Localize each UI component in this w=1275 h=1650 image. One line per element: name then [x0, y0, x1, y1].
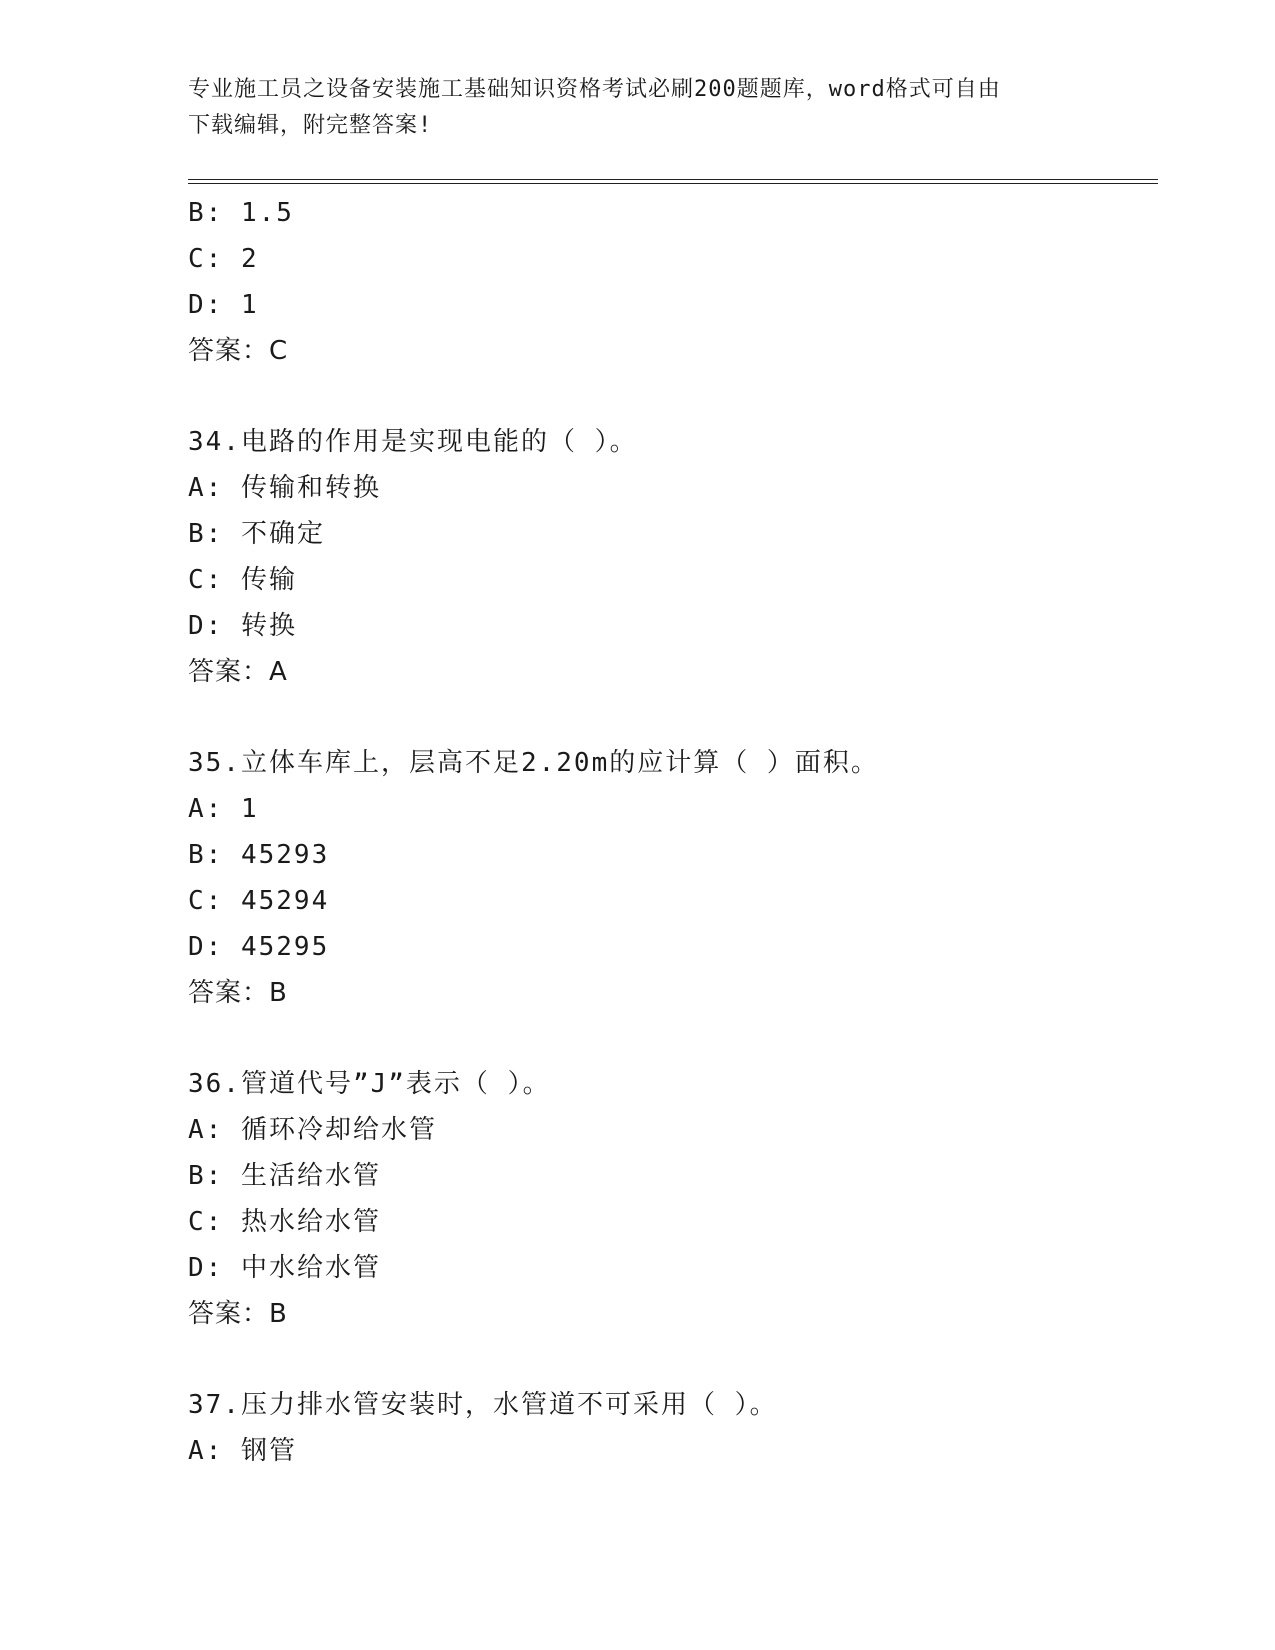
- option-d: D: 转换: [188, 611, 297, 641]
- option-c: C: 45294: [188, 886, 330, 916]
- answer-line: 答案：B: [188, 1299, 288, 1329]
- option-a: A: 1: [188, 794, 259, 824]
- answer-line: 答案：B: [188, 978, 288, 1008]
- question-list: [188, 190, 1168, 1474]
- option-b: B: 45293: [188, 840, 330, 870]
- option-a: A: 传输和转换: [188, 473, 381, 503]
- option-d: D: 1: [188, 290, 259, 320]
- question-stem: 35.立体车库上，层高不足2.20m的应计算（ ）面积。: [188, 748, 879, 778]
- answer-line: 答案：A: [188, 657, 288, 687]
- question-block-34: [188, 419, 1168, 695]
- header-divider-top: [188, 179, 1158, 180]
- option-b: B: 生活给水管: [188, 1161, 381, 1191]
- option-d: D: 45295: [188, 932, 330, 962]
- answer-line: 答案：C: [188, 336, 289, 366]
- option-b: B: 不确定: [188, 519, 325, 549]
- question-block-35: [188, 740, 1168, 1016]
- option-c: C: 传输: [188, 565, 297, 595]
- option-c: C: 2: [188, 244, 259, 274]
- question-block-36: [188, 1061, 1168, 1337]
- question-stem: 34.电路的作用是实现电能的（ ）。: [188, 427, 638, 457]
- option-b: B: 1.5: [188, 198, 294, 228]
- question-block-33: [188, 190, 1168, 374]
- question-stem: 37.压力排水管安装时，水管道不可采用（ ）。: [188, 1390, 778, 1420]
- option-c: C: 热水给水管: [188, 1207, 381, 1237]
- question-stem: 36.管道代号”J”表示（ ）。: [188, 1069, 551, 1099]
- header-line-2: 下载编辑，附完整答案!: [188, 113, 433, 138]
- header-divider-bottom: [188, 183, 1158, 184]
- question-block-37: [188, 1382, 1168, 1474]
- option-d: D: 中水给水管: [188, 1253, 381, 1283]
- option-a: A: 钢管: [188, 1436, 297, 1466]
- header-line-1: 专业施工员之设备安装施工基础知识资格考试必刷200题题库，word格式可自由: [188, 77, 1001, 102]
- document-header: [188, 72, 1088, 144]
- option-a: A: 循环冷却给水管: [188, 1115, 437, 1145]
